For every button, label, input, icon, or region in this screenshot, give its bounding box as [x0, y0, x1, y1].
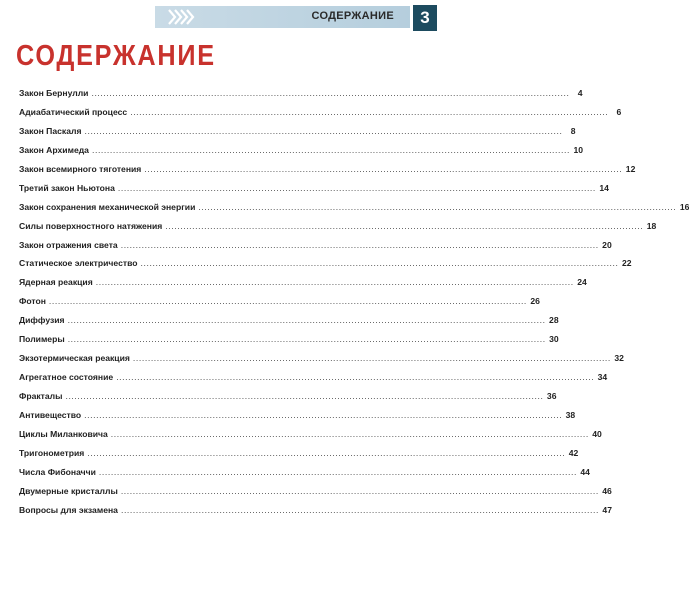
toc-entry-label: Экзотермическая реакция — [19, 353, 130, 364]
toc-entry-label: Фракталы — [19, 391, 63, 401]
toc-dot-leader: ................................................................................................................................................................ — [95, 277, 574, 288]
toc-entry-page: 20 — [602, 239, 612, 250]
toc-entry-label: Адиабатический процесс — [19, 106, 128, 117]
toc-dot-leader: ................................................................................................................................................................ — [48, 296, 527, 307]
toc-dot-leader: ................................................................................................................................................................ — [165, 220, 644, 231]
toc-entry[interactable] — [19, 428, 602, 448]
toc-dot-leader: ................................................................................................................................................................ — [116, 372, 595, 383]
toc-dot-leader: ................................................................................................................................................................ — [120, 504, 599, 515]
page-number-badge: 3 — [413, 5, 437, 31]
toc-dot-leader: ................................................................................................................................................................ — [87, 447, 566, 458]
toc-entry-label: Статическое электричество — [19, 258, 138, 269]
toc-entry[interactable] — [19, 296, 540, 315]
toc-entry[interactable] — [19, 182, 609, 202]
toc-dot-leader: ................................................................................................................................................................ — [67, 334, 546, 345]
toc-entry[interactable] — [19, 372, 608, 391]
toc-entry-label: Диффузия — [19, 315, 65, 326]
toc-entry-page: 16 — [679, 201, 689, 212]
toc-entry-label: Антивещество — [19, 409, 82, 420]
chevrons-icon — [168, 8, 194, 26]
toc-entry-page: 18 — [646, 220, 657, 231]
toc-entry-label: Закон Бернулли — [19, 88, 89, 98]
table-of-contents — [19, 88, 689, 524]
toc-dot-leader: ................................................................................................................................................................ — [67, 315, 546, 326]
toc-entry-page: 30 — [549, 334, 559, 345]
toc-dot-leader: ................................................................................................................................................................ — [120, 239, 599, 250]
toc-dot-leader: ................................................................................................................................................................ — [91, 88, 570, 98]
toc-entry-label: Закон всемирного тяготения — [19, 163, 142, 174]
toc-entry-page: 14 — [599, 182, 609, 193]
toc-entry[interactable] — [19, 106, 622, 126]
toc-entry-label: Закон Паскаля — [19, 125, 82, 136]
toc-entry[interactable] — [19, 504, 612, 524]
toc-dot-leader: ................................................................................................................................................................ — [65, 391, 544, 401]
toc-dot-leader: ................................................................................................................................................................ — [130, 106, 609, 117]
page-title: СОДЕРЖАНИЕ — [16, 40, 216, 72]
toc-entry[interactable] — [19, 163, 636, 183]
toc-entry[interactable] — [19, 466, 590, 486]
toc-dot-leader: ................................................................................................................................................................ — [132, 353, 611, 364]
toc-entry-page: 24 — [577, 277, 587, 288]
toc-entry-page: 42 — [568, 447, 579, 458]
toc-entry-page: 32 — [614, 353, 624, 364]
toc-dot-leader: ................................................................................................................................................................ — [84, 409, 563, 420]
toc-entry-page: 34 — [597, 372, 608, 383]
toc-entry-label: Закон отражения света — [19, 239, 118, 250]
toc-dot-leader: ................................................................................................................................................................ — [120, 485, 599, 496]
toc-dot-leader: ................................................................................................................................................................ — [144, 163, 623, 174]
toc-entry-label: Числа Фибоначчи — [19, 466, 96, 477]
toc-entry[interactable] — [19, 334, 559, 353]
toc-entry-label: Фотон — [19, 296, 46, 307]
toc-entry-label: Третий закон Ньютона — [19, 182, 115, 193]
toc-dot-leader: ................................................................................................................................................................ — [110, 428, 589, 439]
toc-entry-page: 12 — [625, 163, 636, 174]
toc-entry[interactable] — [19, 88, 583, 107]
toc-entry[interactable] — [19, 447, 579, 467]
toc-entry-label: Вопросы для экзамена — [19, 504, 118, 515]
toc-entry-label: Двумерные кристаллы — [19, 485, 118, 496]
toc-entry[interactable] — [19, 485, 612, 505]
toc-dot-leader: ................................................................................................................................................................ — [117, 182, 596, 193]
toc-entry-page: 28 — [549, 315, 559, 326]
toc-entry-label: Агрегатное состояние — [19, 372, 114, 383]
toc-entry-page: 8 — [570, 125, 576, 136]
toc-entry-page: 4 — [577, 88, 583, 98]
toc-entry-label: Ядерная реакция — [19, 277, 93, 288]
toc-entry-label: Тригонометрия — [19, 447, 85, 458]
toc-entry[interactable] — [19, 125, 576, 145]
toc-entry-page: 10 — [573, 144, 583, 155]
toc-entry-label: Закон сохранения механической энергии — [19, 201, 196, 212]
toc-entry[interactable] — [19, 409, 576, 429]
toc-entry-page: 26 — [530, 296, 540, 307]
toc-entry-label: Циклы Миланковича — [19, 428, 108, 439]
toc-entry-label: Закон Архимеда — [19, 144, 89, 155]
toc-entry[interactable] — [19, 391, 557, 410]
toc-entry-page: 40 — [592, 428, 602, 439]
toc-entry[interactable] — [19, 353, 624, 372]
toc-entry[interactable] — [19, 315, 559, 334]
toc-entry[interactable] — [19, 239, 612, 259]
toc-entry-page: 22 — [621, 258, 632, 269]
toc-entry[interactable] — [19, 277, 587, 296]
toc-dot-leader: ................................................................................................................................................................ — [84, 125, 563, 136]
toc-entry[interactable] — [19, 220, 657, 240]
toc-entry-page: 36 — [546, 391, 557, 401]
toc-dot-leader: ................................................................................................................................................................ — [140, 258, 619, 269]
toc-dot-leader: ................................................................................................................................................................ — [91, 144, 570, 155]
toc-entry-label: Силы поверхностного натяжения — [19, 220, 163, 231]
toc-entry-page: 6 — [616, 106, 622, 117]
toc-entry-page: 47 — [602, 504, 612, 515]
header-section-title: СОДЕРЖАНИЕ — [311, 10, 394, 22]
toc-entry-page: 38 — [565, 409, 576, 420]
toc-entry-page: 44 — [580, 466, 590, 477]
toc-entry-label: Полимеры — [19, 334, 65, 345]
toc-entry-page: 46 — [602, 485, 612, 496]
toc-entry[interactable] — [19, 144, 583, 164]
toc-entry[interactable] — [19, 201, 689, 221]
toc-dot-leader: ................................................................................................................................................................ — [98, 466, 577, 477]
toc-entry[interactable] — [19, 258, 632, 277]
toc-dot-leader: ................................................................................................................................................................ — [198, 201, 677, 212]
